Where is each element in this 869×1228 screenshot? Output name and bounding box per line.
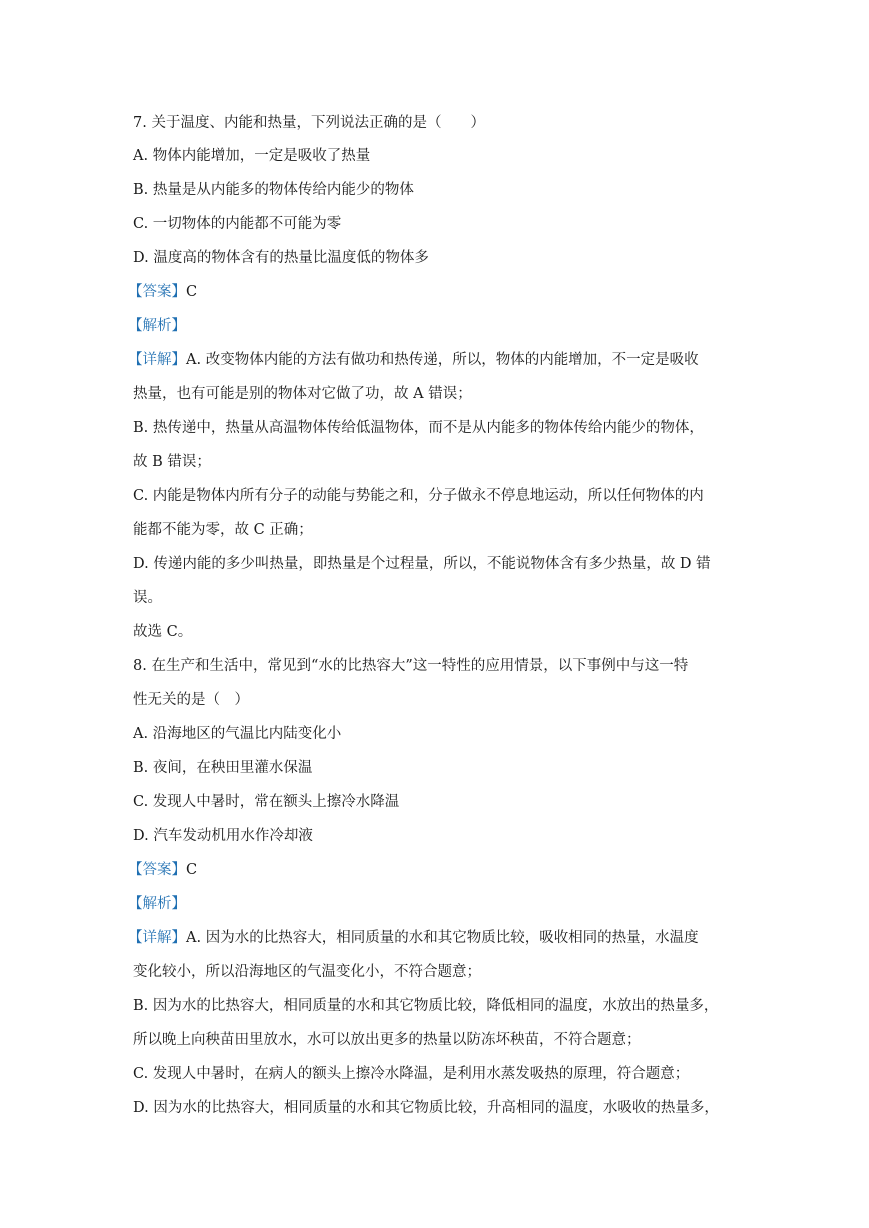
q8-option-d: D. 汽车发动机用水作冷却液 bbox=[133, 828, 313, 844]
q7-detail-line-2: 热量，也有可能是别的物体对它做了功，故 A 错误； bbox=[133, 386, 472, 402]
q7-detail-line-4: 故 B 错误； bbox=[133, 454, 211, 470]
q8-option-a: A. 沿海地区的气温比内陆变化小 bbox=[133, 726, 342, 742]
q7-detail-line-8: 误。 bbox=[133, 590, 162, 606]
q7-answer: C bbox=[186, 284, 198, 300]
q8-detail-line-4: 所以晚上向秧苗田里放水，水可以放出更多的热量以防冻坏秧苗，不符合题意； bbox=[133, 1032, 641, 1048]
q7-option-b: B. 热量是从内能多的物体传给内能少的物体 bbox=[133, 182, 414, 198]
q8-option-c: C. 发现人中暑时，常在额头上擦冷水降温 bbox=[133, 794, 400, 810]
q8-detail-line-3: B. 因为水的比热容大，相同质量的水和其它物质比较，降低相同的温度，水放出的热量多， bbox=[133, 998, 719, 1014]
q7-detail-line-7: D. 传递内能的多少叫热量，即热量是个过程量，所以，不能说物体含有多少热量，故 D 错 bbox=[133, 556, 711, 572]
q7-option-a: A. 物体内能增加，一定是吸收了热量 bbox=[133, 148, 371, 164]
q7-detail-line-6: 能都不能为零，故 C 正确； bbox=[133, 522, 313, 538]
q7-option-d: D. 温度高的物体含有的热量比温度低的物体多 bbox=[133, 250, 429, 266]
q7-conclusion: 故选 C。 bbox=[133, 624, 193, 640]
q8-option-b: B. 夜间，在秧田里灌水保温 bbox=[133, 760, 313, 776]
q7-detail-line-1 bbox=[128, 351, 699, 369]
q7-detail-line-5: C. 内能是物体内所有分子的动能与势能之和，分子做永不停息地运动，所以任何物体的内 bbox=[133, 488, 704, 504]
q8-answer-line bbox=[128, 861, 197, 879]
q8-detail-text-1: A. 因为水的比热容大，相同质量的水和其它物质比较，吸收相同的热量，水温度 bbox=[186, 930, 699, 946]
q7-analysis-tag: 【解析】 bbox=[128, 318, 186, 334]
q8-detail-tag: 【详解】 bbox=[128, 930, 186, 946]
q7-detail-text-1: A. 改变物体内能的方法有做功和热传递，所以，物体的内能增加，不一定是吸收 bbox=[186, 352, 699, 368]
q7-option-c: C. 一切物体的内能都不可能为零 bbox=[133, 216, 342, 232]
q7-answer-line bbox=[128, 283, 197, 301]
q8-answer-tag: 【答案】 bbox=[128, 862, 186, 878]
q7-detail-line-3: B. 热传递中，热量从高温物体传给低温物体，而不是从内能多的物体传给内能少的物体， bbox=[133, 420, 704, 436]
q8-detail-line-5: C. 发现人中暑时，在病人的额头上擦冷水降温，是利用水蒸发吸热的原理，符合题意； bbox=[133, 1066, 690, 1082]
q7-detail-tag: 【详解】 bbox=[128, 352, 186, 368]
q8-detail-line-1 bbox=[128, 929, 699, 947]
q8-detail-line-2: 变化较小，所以沿海地区的气温变化小，不符合题意； bbox=[133, 964, 481, 980]
q8-stem-line-1: 8. 在生产和生活中，常见到“水的比热容大”这一特性的应用情景，以下事例中与这一特 bbox=[133, 658, 689, 674]
q8-stem-line-2: 性无关的是（ ） bbox=[133, 692, 249, 708]
q8-answer: C bbox=[186, 862, 198, 878]
q8-analysis-tag: 【解析】 bbox=[128, 896, 186, 912]
q7-answer-tag: 【答案】 bbox=[128, 284, 186, 300]
q8-detail-line-6: D. 因为水的比热容大，相同质量的水和其它物质比较，升高相同的温度，水吸收的热量多， bbox=[133, 1100, 719, 1116]
q7-stem: 7. 关于温度、内能和热量，下列说法正确的是（ ） bbox=[133, 115, 485, 131]
